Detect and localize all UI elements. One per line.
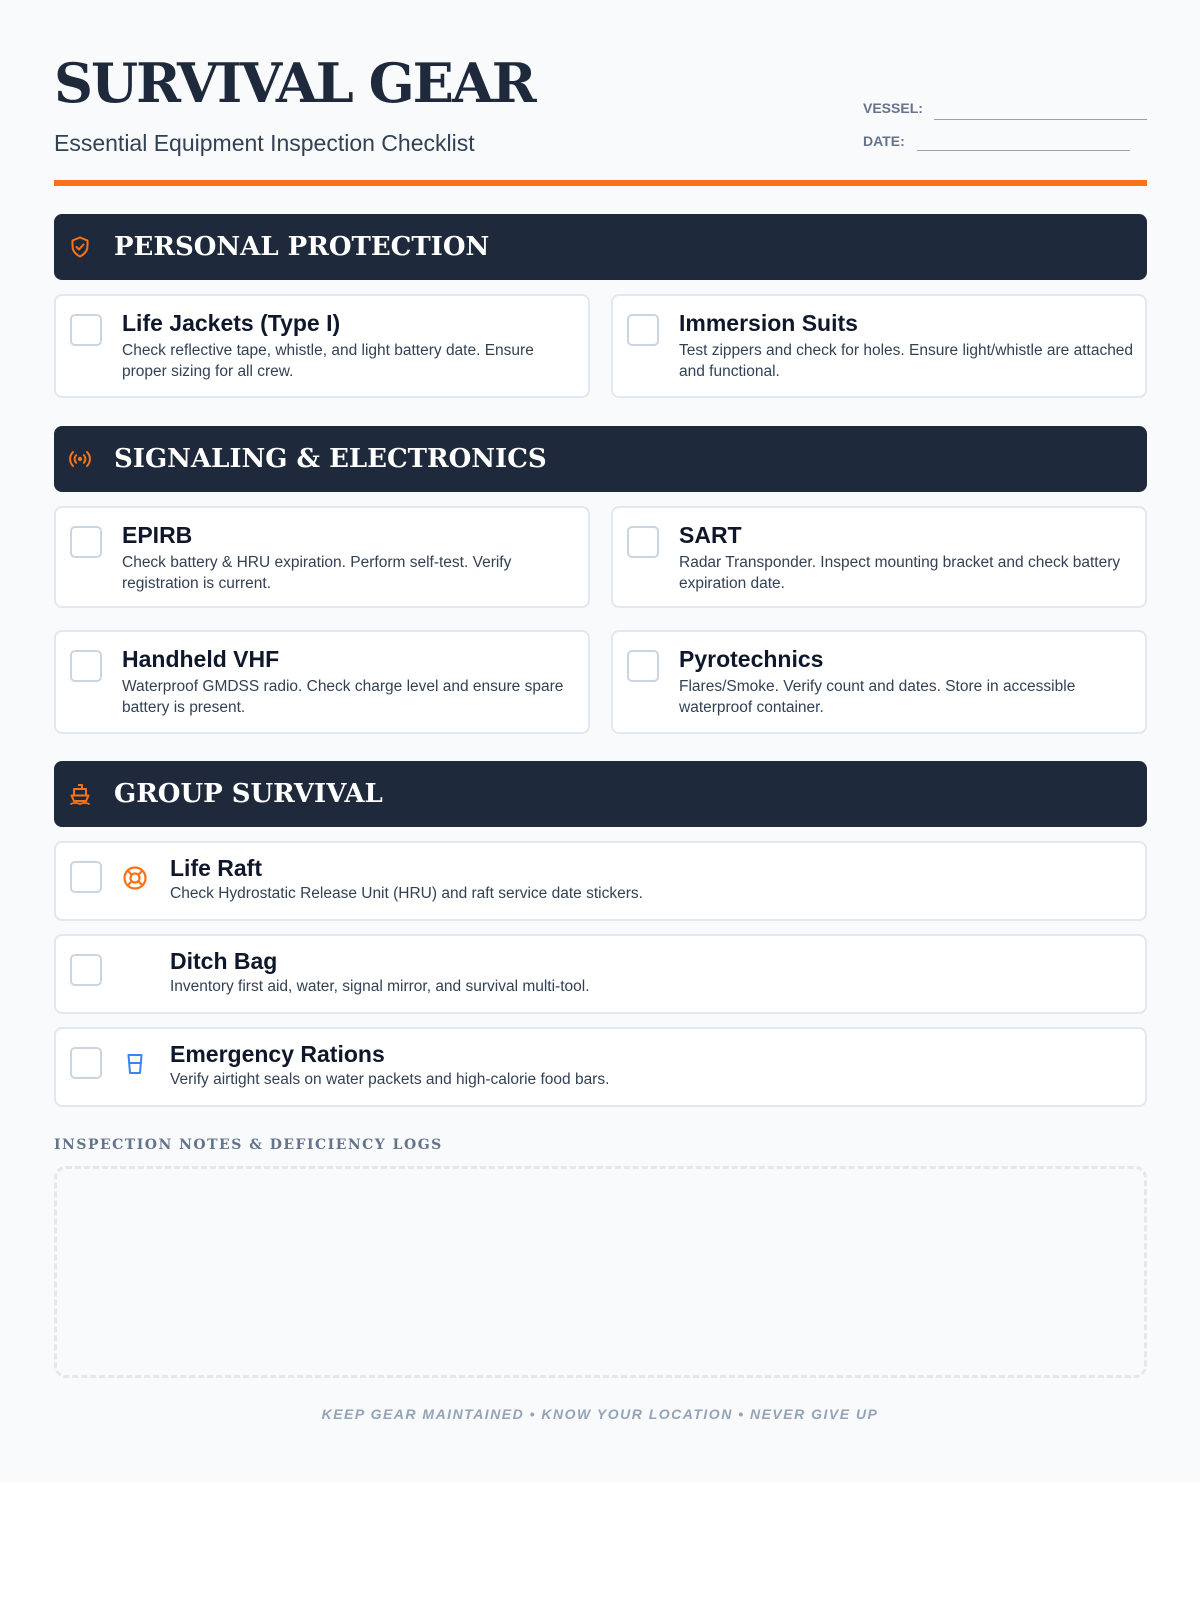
checklist-item-ditch-bag[interactable] [54,934,1147,1014]
item-description: Test zippers and check for holes. Ensure light/whistle are attached and functional. [679,342,1134,380]
item-title: Life Jackets (Type I) [122,310,341,336]
checklist-item-life-jackets[interactable] [54,294,590,398]
checklist-item-handheld-vhf[interactable] [54,630,590,734]
checklist-item-pyrotechnics[interactable] [611,630,1147,734]
item-title: Pyrotechnics [679,646,824,672]
footer-slogan: KEEP GEAR MAINTAINED • KNOW YOUR LOCATION • NEVER GIVE UP [321,1406,879,1422]
page-title: SURVIVAL GEAR [54,51,535,115]
checkbox[interactable] [70,314,102,346]
checklist-item-emergency-rations[interactable] [54,1027,1147,1107]
checklist-item-epirb[interactable] [54,506,590,608]
checkbox[interactable] [627,650,659,682]
section-header-group-survival [54,761,1147,827]
ship-icon [68,782,92,806]
checklist-item-sart[interactable] [611,506,1147,608]
section-title: GROUP SURVIVAL [114,779,383,809]
shield-check-icon [68,235,92,259]
item-title: Handheld VHF [122,646,280,672]
item-description: Check battery & HRU expiration. Perform self-test. Verify registration is current. [122,554,512,592]
item-title: Immersion Suits [679,310,858,336]
item-title: SART [679,522,742,548]
checklist-item-life-raft[interactable] [54,841,1147,921]
vessel-label: VESSEL: [863,100,923,116]
item-title: Life Raft [170,855,262,881]
checklist-item-immersion-suits[interactable] [611,294,1147,398]
radio-signal-icon [68,447,92,471]
water-glass-icon [122,1051,148,1077]
checkbox[interactable] [627,314,659,346]
item-description: Inventory first aid, water, signal mirror, and survival multi-tool. [170,978,590,995]
checkbox[interactable] [70,954,102,986]
item-description: Radar Transponder. Inspect mounting bracket and check battery expiration date. [679,554,1121,592]
checkbox[interactable] [70,650,102,682]
header-divider [54,180,1147,186]
item-description: Check Hydrostatic Release Unit (HRU) and raft service date stickers. [170,885,643,902]
notes-field[interactable] [54,1166,1147,1378]
section-header-personal-protection [54,214,1147,280]
item-title: EPIRB [122,522,193,548]
checkbox[interactable] [627,526,659,558]
section-title: SIGNALING & ELECTRONICS [114,444,547,474]
date-field[interactable] [917,150,1130,151]
item-title: Ditch Bag [170,948,278,974]
notes-label: INSPECTION NOTES & DEFICIENCY LOGS [54,1137,443,1153]
checkbox[interactable] [70,1047,102,1079]
item-description: Waterproof GMDSS radio. Check charge level and ensure spare battery is present. [122,678,564,716]
item-title: Emergency Rations [170,1041,385,1067]
checkbox[interactable] [70,861,102,893]
vessel-field[interactable] [934,119,1147,120]
section-header-signaling-electronics [54,426,1147,492]
page-subtitle: Essential Equipment Inspection Checklist [54,130,475,156]
life-buoy-icon [122,865,148,891]
section-title: PERSONAL PROTECTION [114,232,490,262]
item-description: Flares/Smoke. Verify count and dates. Store in accessible waterproof container. [679,678,1076,716]
date-label: DATE: [863,133,905,149]
item-description: Verify airtight seals on water packets and high-calorie food bars. [170,1071,610,1088]
checkbox[interactable] [70,526,102,558]
item-description: Check reflective tape, whistle, and light battery date. Ensure proper sizing for all crew. [122,342,534,380]
